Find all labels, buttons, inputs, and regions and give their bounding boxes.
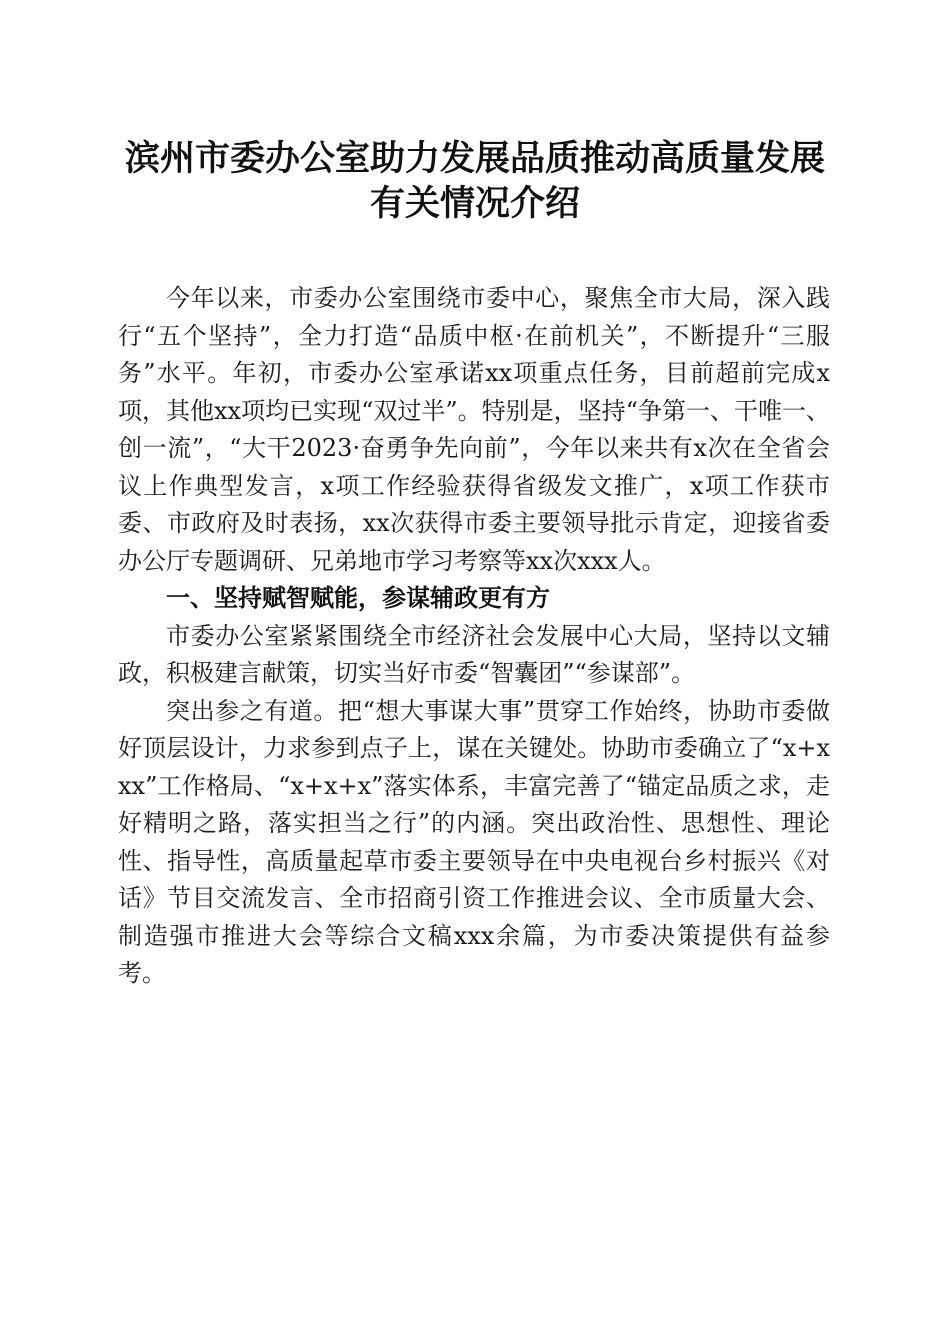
section-heading-1: 一、坚持赋智赋能，参谋辅政更有方 (166, 584, 550, 612)
title-line-1: 滨州市委办公室助力发展品质推动高质量发展 (124, 138, 825, 179)
paragraph-intro: 今年以来，市委办公室围绕市委中心，聚焦全市大局，深入践行“五个坚持”，全力打造“品质中枢·在前机关”，不断提升“三服务”水平。年初，市委办公室承诺xx项重点任务，目前超前完成x项，其他xx项均已实现“双过半”。特别是，坚持“争第一、干唯一、创一流”，“大干2023·奋勇争先向前”，今年以来共有x次在全省会议上作典型发言，x项工作经验获得省级发文推广，x项工作获市委、市政府及时表扬，xx次获得市委主要领导批示肯定，迎接省委办公厅专题调研、兄弟地市学习考察等xx次xxx人。 (118, 284, 830, 575)
paragraph-section-1-detail: 突出参之有道。把“想大事谋大事”贯穿工作始终，协助市委做好顶层设计，力求参到点子上，谋在关键处。协助市委确立了“x+xxx”工作格局、“x+x+x”落实体系，丰富完善了“锚定品质之求，走好精明之路，落实担当之行”的内涵。突出政治性、思想性、理论性、指导性，高质量起草市委主要领导在中央电视台乡村振兴《对话》节目交流发言、全市招商引资工作推进会议、全市质量大会、制造强市推进大会等综合文稿xxx余篇，为市委决策提供有益参考。 (118, 696, 830, 987)
document-body (118, 280, 830, 993)
document-title (100, 136, 850, 226)
title-line-2: 有关情况介绍 (369, 183, 580, 224)
paragraph-section-1-summary: 市委办公室紧紧围绕全市经济社会发展中心大局，坚持以文辅政，积极建言献策，切实当好市委“智囊团”“参谋部”。 (118, 621, 830, 687)
